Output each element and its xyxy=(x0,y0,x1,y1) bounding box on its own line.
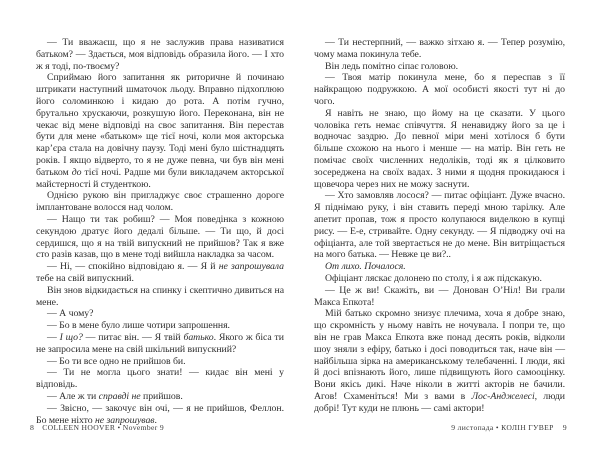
paragraph xyxy=(314,72,565,107)
italic-text-segment: не запрошував xyxy=(94,414,155,426)
running-title-right: 9 листопада • КОЛІН ГУВЕР xyxy=(451,423,554,432)
paragraph xyxy=(36,356,284,368)
text-segment: — xyxy=(47,331,60,343)
text-segment: — Нащо ти так робиш? — Моя поведінка з кожною секундою дратує його дедалі більше. — Ти що, й досі сердишся, що я на твій випускний не прийшов? Так я вже сто разів казав, що в мене тоді вийшла накладка за часом. xyxy=(36,213,284,261)
text-segment: . xyxy=(154,414,157,426)
italic-text-segment: батько xyxy=(183,331,214,343)
paragraph xyxy=(314,285,565,309)
text-segment: прийшов. xyxy=(140,390,183,402)
text-segment: тебе на свій випускний. xyxy=(36,272,134,284)
paragraph xyxy=(314,37,565,61)
page-text-right xyxy=(314,37,565,415)
paragraph xyxy=(36,320,284,332)
italic-text-segment: до xyxy=(71,166,82,178)
text-segment: Мій батько скромно знизує плечима, хоча я добре знаю, що скромність у ньому навіть не ночувала. І попри те, що він не грав Макса Епкота вже понад десять років, відколи шоу зняли з ефіру, батько і досі поводиться так, наче він — найбільша зірка на американському телебаченні. І люди, які й досі впізнають його, лише підвищують його самооцінку. Вони якісь дикі. Наче ніколи в житті акторів не бачили. Агов! Схаменіться! Ми з вами в xyxy=(314,308,565,402)
page-footer-left xyxy=(30,423,164,432)
text-segment: — Звісно, — закочує він очі, — я не прийшов, Феллон. Бо мене ніхто xyxy=(36,402,284,426)
text-segment: — Бо в мене було лише чотири запрошення. xyxy=(47,320,230,332)
paragraph xyxy=(36,214,284,261)
text-segment: — Ти нестерпний, — важко зітхаю я. — Тепер розумію, чому мама покинула тебе. xyxy=(314,37,565,60)
paragraph xyxy=(314,273,565,285)
text-segment: Сприймаю його запитання як риторичне й починаю штрикати наступний шматочок льоду. Вправно підхоплюю його соломинкою і кидаю до рота. А потім гучно, брутально хрускаючи, розкушую його. Переконана, він не чекає від мене відповіді на своє запитання. Він перестав бути для мене «батьком» ще тієї ночі, коли моя акторська кар’єра стала на довічну паузу. Тоді мені було шістнадцять років. І якщо відверто, то я не дуже певна, чи був він мені батьком xyxy=(36,72,284,178)
text-segment: Офіціант ляскає долонею по столу, і я аж підскакую. xyxy=(325,272,542,284)
text-segment: Він знов відкидається на спинку і скептично дивиться на мене. xyxy=(36,284,284,308)
text-segment: — Ти не могла цього знати! — кидає він мені у відповідь. xyxy=(36,367,284,391)
text-segment: , люди добрі! Тут куди не плюнь — самі актори! xyxy=(314,390,565,414)
italic-text-segment: Лос-Анджелесі xyxy=(471,390,535,402)
paragraph xyxy=(314,61,565,73)
running-title-left: COLLEEN HOOVER • November 9 xyxy=(42,423,165,432)
page-number-right: 9 xyxy=(562,423,567,432)
paragraph xyxy=(314,261,565,273)
text-segment: — питає він. — Я твій xyxy=(82,331,184,343)
text-segment: Він ледь помітно сіпає головою. xyxy=(325,60,459,72)
page-text-left xyxy=(36,37,284,426)
text-segment: — Бо ти все одно не прийшов би. xyxy=(47,355,186,367)
paragraph xyxy=(36,332,284,356)
paragraph xyxy=(36,190,284,214)
paragraph xyxy=(36,391,284,403)
text-segment: — Ти вважаєш, що я не заслужив права називатися батьком? — Здається, моя відповідь образила його. — І хто ж я тоді, по-твоєму? xyxy=(36,37,284,72)
text-segment: Однією рукою він пригладжує своє страшенно дороге імплантоване волосся над чолом. xyxy=(36,190,284,214)
text-segment: тієї ночі. Радше ми були викладачем акторської майстерності й студенткою. xyxy=(36,166,284,190)
text-segment: . Якого ж біса ти не запросила мене на свій шкільний випускний? xyxy=(36,331,284,355)
italic-text-segment: не запрошувала xyxy=(218,261,284,273)
paragraph xyxy=(36,367,284,391)
text-segment: — Ні, — спокійно відповідаю я. — Я й xyxy=(47,261,219,273)
paragraph xyxy=(36,37,284,72)
page-number-left: 8 xyxy=(30,423,35,432)
paragraph xyxy=(314,308,565,414)
paragraph xyxy=(36,72,284,190)
italic-text-segment: справді не xyxy=(98,390,141,402)
italic-text-segment: От лихо. Почалося. xyxy=(325,261,406,273)
text-segment: — Твоя матір покинула мене, бо я переспав з її найкращою подружкою. А мої особисті якості тут ні до чого. xyxy=(314,72,565,107)
text-segment: — Це ж ви! Скажіть, ви — Донован О’Ніл! Ви грали Макса Епкота! xyxy=(314,284,565,308)
paragraph xyxy=(314,190,565,261)
text-segment: — Але ж ти xyxy=(47,390,99,402)
paragraph xyxy=(36,308,284,320)
paragraph xyxy=(36,285,284,309)
text-segment: — Хто замовляв лосося? — питає офіціант. Дуже вчасно. Я піднімаю руку, і він ставить переді мною тарілку. Але апетит пропав, тож я просто колупаюся виделкою в купці рису. — Е-е, стривайте. Одну секунду. — Я підводжу очі на офіціанта, але той звертається не до мене. Він витріщається на мого батька. — Невже це ви?.. xyxy=(314,190,565,261)
paragraph xyxy=(36,261,284,285)
text-segment: — А чому? xyxy=(47,308,94,320)
paragraph xyxy=(314,108,565,191)
page-footer-right xyxy=(451,423,567,432)
text-segment: Я навіть не знаю, що йому на це сказати. У цього чоловіка геть немає співчуття. Я ненавиджу його за це і водночас заздрю. До певної міри мені хотілося б бути більше схожою на нього і менше — на матір. Він геть не помічає своїх численних недоліків, тоді як я цілковито зосереджена на своїх вадах. З ними я щодня прокидаюся і щовечора через них не можу заснути. xyxy=(314,107,565,190)
italic-text-segment: І що? xyxy=(59,331,83,343)
